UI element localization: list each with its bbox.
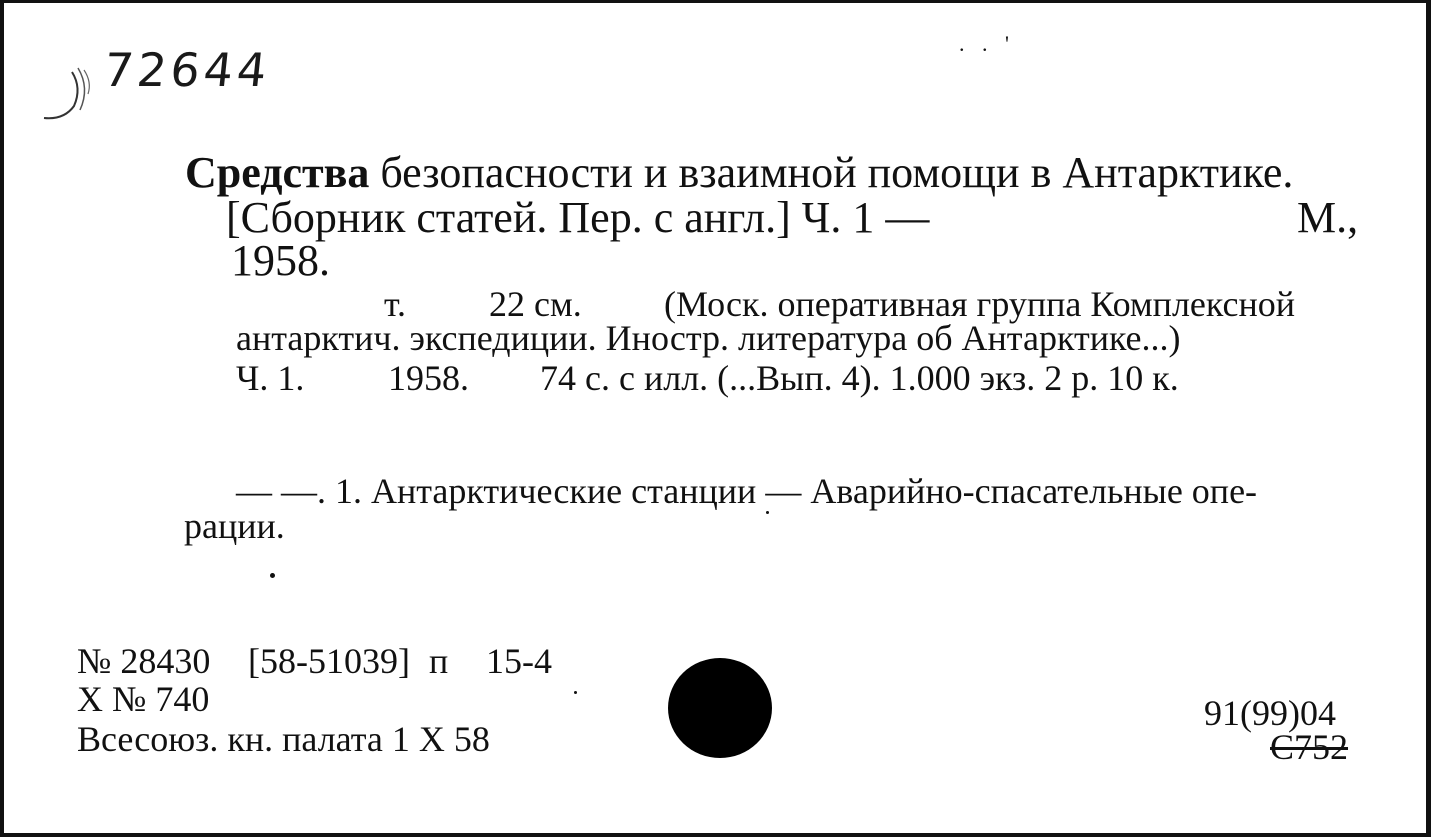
- stamp-mark-icon: [34, 58, 104, 128]
- description-series-line: антарктич. экспедиции. Иностр. литература об Антарктике...): [236, 318, 1181, 358]
- description-part-year: 1958.: [388, 358, 469, 398]
- title-year: 1958.: [231, 236, 330, 285]
- order-number: X № 740: [77, 679, 210, 719]
- stray-dot: [270, 573, 275, 578]
- corner-dots: . . ': [959, 31, 1015, 56]
- subject-heading-line-2: рации.: [184, 506, 285, 546]
- classification-code: 91(99)04: [1204, 693, 1336, 733]
- registration-number: № 28430: [77, 641, 211, 681]
- title-place: М.,: [1297, 193, 1359, 242]
- title-line-2: [Сборник статей. Пер. с англ.] Ч. 1 —: [226, 193, 930, 242]
- print-mark: п: [429, 641, 449, 681]
- stray-dot: [574, 691, 577, 694]
- stray-dot: [766, 511, 769, 514]
- handwritten-accession-number: 72644: [101, 43, 274, 97]
- subject-heading-line-1: — —. 1. Антарктические станции — Аварийно-спасательные опе-: [236, 471, 1258, 511]
- description-pages-price: 74 с. с илл. (...Вып. 4). 1.000 экз. 2 р. 10 к.: [540, 358, 1179, 398]
- description-volume: т.: [384, 284, 407, 324]
- print-code: 15-4: [486, 641, 552, 681]
- description-series-start: (Моск. оперативная группа Комплексной: [664, 284, 1295, 324]
- card-punch-hole: [668, 658, 772, 758]
- publisher-chamber: Всесоюз. кн. палата 1 X 58: [77, 719, 490, 759]
- chamber-number: [58-51039]: [248, 641, 410, 681]
- description-part: Ч. 1.: [236, 358, 305, 398]
- description-size: 22 см.: [489, 284, 582, 324]
- title-heading: Средства: [185, 148, 370, 197]
- title-line-1: [185, 148, 1294, 197]
- struck-classification-code: С752: [1270, 727, 1349, 767]
- title-line-1-rest: безопасности и взаимной помощи в Антарктике.: [369, 148, 1294, 197]
